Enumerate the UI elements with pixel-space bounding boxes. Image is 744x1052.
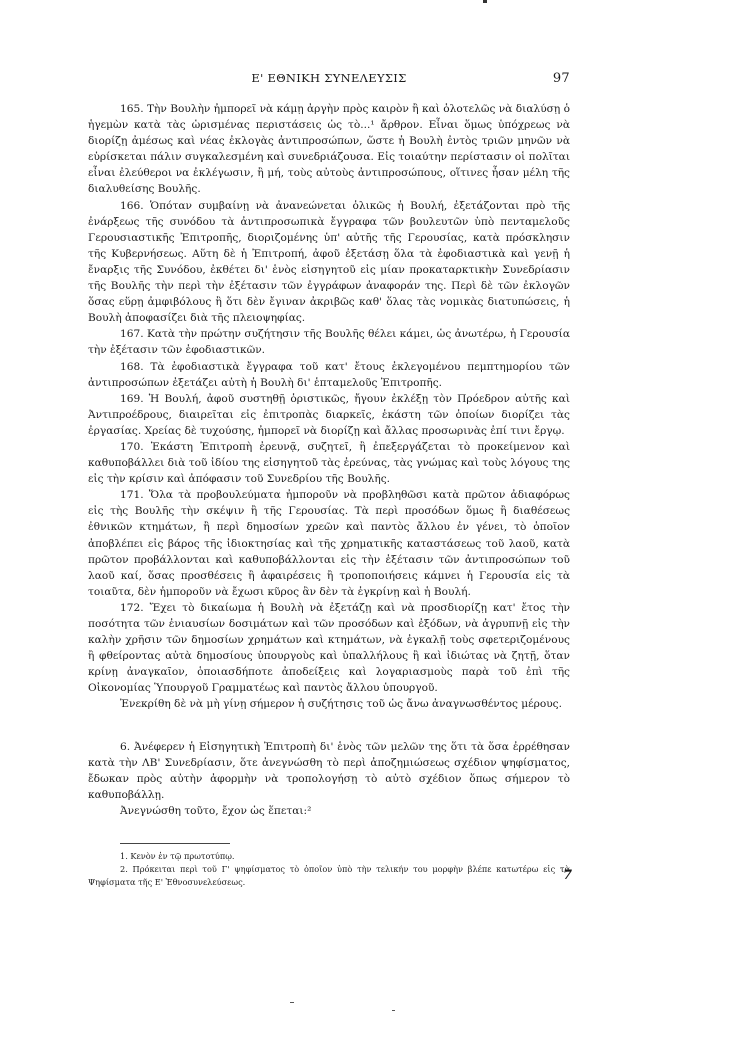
footnote-rule xyxy=(120,843,230,844)
scan-speck xyxy=(290,1002,294,1003)
paragraph-article-168: 168. Τὰ ἐφοδιαστικὰ ἔγγραφα τοῦ κατ' ἔτους ἐκλεγομένου πεμπτημορίου τῶν ἀντιπροσώπων ἐξετάζει αὐτὴ ἡ Βουλὴ δι' ἑπταμελοῦς Ἐπιτροπῆς. xyxy=(88,360,570,389)
body-text xyxy=(88,101,570,819)
paragraph-item-6: 6. Ἀνέφερεν ἡ Εἰσηγητικὴ Ἐπιτροπὴ δι' ἑνὸς τῶν μελῶν της ὅτι τὰ ὅσα ἐρρέθησαν κατὰ τὴν ΛΒ' Συνεδρίασιν, ὅτε ἀνεγνώσθη τὸ περὶ ἀποζημιώσεως σχέδιον ψηφίσματος, ἔδωκαν πρὸς αὐτὴν ἀφορμὴν νὰ τροπολογήσῃ τὸ αὐτὸ σχέδιον ὅπως σήμερον τὸ καθυποβάλλῃ. xyxy=(88,740,570,801)
signature-mark: 7 xyxy=(563,868,573,883)
paragraph-article-169: 169. Ἡ Βουλή, ἀφοῦ συστηθῇ ὁριστικῶς, ἤγουν ἐκλέξῃ τὸν Πρόεδρον αὐτῆς καὶ Ἀντιπροέδρους, διαιρεῖται εἰς ἐπιτροπὰς διαρκεῖς, ἑκάστη τῶν ὁποίων διορίζει τὰς ἐργασίας. Χρείας δὲ τυχούσης, ἠμπορεῖ νὰ διορίζῃ καὶ ἄλλας προσωρινὰς ἐπί τινι ἔργῳ. xyxy=(88,392,570,437)
paragraph-read: Ἀνεγνώσθη τοῦτο, ἔχον ὡς ἕπεται:² xyxy=(120,804,312,817)
footnote-2: 2. Πρόκειται περὶ τοῦ Γ' ψηφίσματος τὸ ὁποῖον ὑπὸ τὴν τελικήν του μορφὴν βλέπε κατωτέρω εἰς τὰ Ψηφίσματα τῆς Ε' Ἐθνοσυνελεύσεως. xyxy=(88,863,570,887)
paragraph-article-165: 165. Τὴν Βουλὴν ἠμπορεῖ νὰ κάμῃ ἀργὴν πρὸς καιρὸν ἢ καὶ ὁλοτελῶς νὰ διαλύσῃ ὁ ἡγεμὼν κατὰ τὰς ὡρισμένας περιστάσεις ὡς τὸ...¹ ἄρθρον. Εἶναι ὅμως ὑπόχρεως νὰ διορίζῃ ἀμέσως καὶ νέας ἐκλογὰς ἀντιπροσώπων, ὥστε ἡ Βουλὴ ἐντὸς τριῶν μηνῶν νὰ εὑρίσκεται πάλιν συγκαλεσμένη καὶ συνεδριάζουσα. Εἰς τοιαύτην περίστασιν οἱ πολῖται εἶναι ἐλεύθεροι να ἐκλέγωσιν, ἢ μή, τοὺς αὐτοὺς ἀντιπροσώπους, οἵτινες ἦσαν μέλη τῆς διαλυθείσης Βουλῆς. xyxy=(88,103,570,196)
paragraph-article-170: 170. Ἑκάστη Ἐπιτροπὴ ἐρευνᾷ, συζητεῖ, ἢ ἐπεξεργάζεται τὸ προκείμενον καὶ καθυποβάλλει διὰ τοῦ ἰδίου της εἰσηγητοῦ τὰς ἐρεύνας, τὰς γνώμας καὶ τοὺς λόγους της εἰς τὴν κρίσιν καὶ ἀπόφασιν τοῦ Συνεδρίου τῆς Βουλῆς. xyxy=(88,440,570,486)
paragraph-article-166: 166. Ὁπόταν συμβαίνῃ νὰ ἀνανεώνεται ὁλικῶς ἡ Βουλή, ἐξετάζονται πρὸ τῆς ἐνάρξεως τῆς συνόδου τὰ ἀντιπροσωπικὰ ἔγγραφα τῶν βουλευτῶν ὑπὸ πενταμελοῦς Γερουσιαστικῆς Ἐπιτροπῆς, διοριζομένης ὑπ' αὐτῆς τῆς Γερουσίας, κατὰ πρόσκλησιν τῆς Κυβερνήσεως. Αὕτη δὲ ἡ Ἐπιτροπή, ἀφοῦ ἐξετάσῃ ὅλα τὰ ἐφοδιαστικὰ καὶ γενῇ ἡ ἔναρξις τῆς Συνόδου, ἐκθέτει δι' ἑνὸς εἰσηγητοῦ εἰς μίαν προκαταρκτικὴν Συνεδρίασιν τῆς Βουλῆς τὴν περὶ τὴν ἐξέτασιν τῶν ἐγγράφων ἀναφοράν της. Περὶ δὲ τῶν ἐκλογῶν ὅσας εὕρῃ ἀμφιβόλους ἢ ὅτι δὲν ἔγιναν ἀκριβῶς καθ' ὅλας τὰς νομικὰς διατυπώσεις, ἡ Βουλὴ ἀποφασίζει διὰ τῆς πλειοψηφίας. xyxy=(88,199,570,325)
paragraph-article-171: 171. Ὅλα τὰ προβουλεύματα ἠμποροῦν νὰ προβληθῶσι κατὰ πρῶτον ἀδιαφόρως εἰς τὴς Βουλῆς τὴν σκέψιν ἢ τῆς Γερουσίας. Τὰ περὶ προσόδων ὅμως ἢ διαθέσεως ἐθνικῶν κτημάτων, ἢ περὶ δημοσίων χρεῶν καὶ παντὸς ἄλλου ἐν γένει, τὸ ὁποῖον ἀποβλέπει εἰς βάρος τῆς ἰδιοκτησίας καὶ τῆς χρηματικῆς καταστάσεως τοῦ λαοῦ, κατὰ πρῶτον προβάλλονται καὶ καθυποβάλλονται εἰς τὴν ἐξέτασιν τῶν ἀντιπροσώπων τοῦ λαοῦ καί, ὅσας προσθέσεις ἢ ἀφαιρέσεις ἢ τροποποιήσεις κάμνει ἡ Γερουσία εἰς τὰ τοιαῦτα, δὲν ἠμποροῦν νὰ ἔχωσι κῦρος ἂν δὲν τὰ ἐγκρίνῃ καὶ ἡ Βουλή. xyxy=(88,489,570,598)
paragraph-postponement: Ἐνεκρίθη δὲ νὰ μὴ γίνῃ σήμερον ἡ συζήτησις τοῦ ὡς ἄνω ἀναγνωσθέντος μέρους. xyxy=(120,698,562,711)
footnotes xyxy=(88,843,573,888)
scan-mark xyxy=(483,0,487,3)
running-title: Ε' ΕΘΝΙΚΗ ΣΥΝΕΛΕΥΣΙΣ xyxy=(251,71,407,85)
page-header xyxy=(88,71,570,91)
paragraph-article-172: 172. Ἔχει τὸ δικαίωμα ἡ Βουλὴ νὰ ἐξετάζῃ καὶ νὰ προσδιορίζῃ κατ' ἔτος τὴν ποσότητα τῶν ἐνιαυσίων δοσιμάτων καὶ τῶν προσόδων καὶ ἐξόδων, νὰ ἀγρυπνῇ εἰς τὴν καλὴν χρῆσιν τῶν δημοσίων χρημάτων καὶ κτημάτων, νὰ ἐγκαλῇ τοὺς σφετεριζομένους ἢ φθείροντας αὐτὰ δημοσίους ὑπουργοὺς καὶ ὑπαλλήλους ἢ καὶ ἰδιώτας νὰ ζητῇ, ὅταν κρίνῃ ἀναγκαῖον, ὁποιασδήποτε ἀποδείξεις καὶ λογαριασμοὺς παρὰ τοῦ ἐπὶ τῆς Οἰκονομίας Ὑπουργοῦ Γραμματέως καὶ παντὸς ἄλλου ὑπουργοῦ. xyxy=(88,601,570,695)
page-number: 97 xyxy=(552,71,570,86)
paragraph-article-167: 167. Κατὰ τὴν πρώτην συζήτησιν τῆς Βουλῆς θέλει κάμει, ὡς ἀνωτέρω, ἡ Γερουσία τὴν ἐξέτασιν τῶν ἐφοδιαστικῶν. xyxy=(88,328,570,357)
scan-speck xyxy=(392,1010,395,1011)
footnote-1: 1. Κενὸν ἐν τῷ πρωτοτύπῳ. xyxy=(120,851,235,861)
